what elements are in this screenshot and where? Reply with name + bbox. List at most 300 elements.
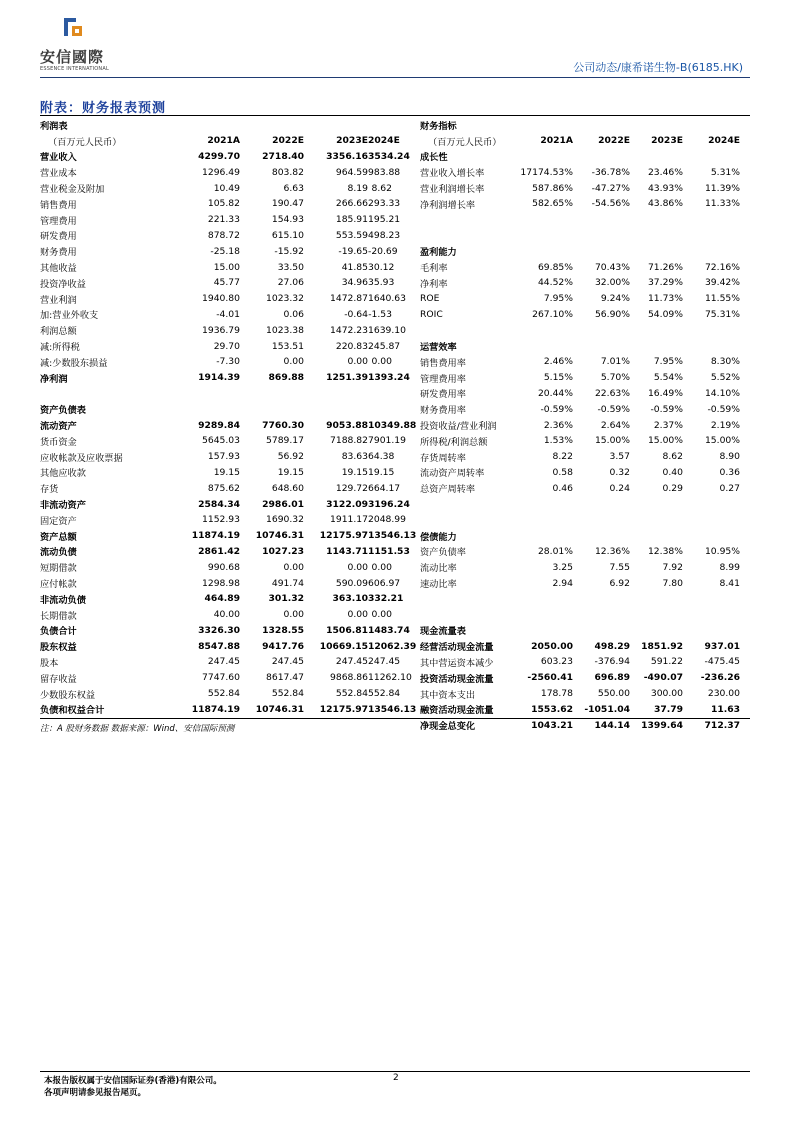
source-note: 注：A 股财务数据 数据来源：Wind、安信国际预测: [40, 724, 235, 734]
cell-value: 15.00%: [647, 435, 683, 447]
cell-value: 12175.97: [319, 703, 368, 715]
company-logo: [40, 16, 130, 76]
cell-value: 9868.86: [330, 672, 368, 684]
cell-value: -54.56%: [591, 198, 630, 210]
cell-value: 4299.70: [198, 150, 240, 162]
table-row: [420, 591, 740, 607]
row-label: 销售费用: [40, 199, 77, 211]
row-label: 其中资本支出: [420, 689, 476, 701]
cell-value: 498.23: [368, 229, 401, 241]
cell-value: [573, 528, 630, 544]
cell-value: 1640.63: [368, 293, 406, 305]
cell-value: 190.47: [271, 198, 304, 210]
cell-value: 7.55: [609, 561, 630, 573]
cell-value: 7188.82: [330, 435, 368, 447]
row-label: 营业税金及附加: [40, 184, 105, 196]
row-label: 偿债能力: [420, 531, 457, 543]
cell-value: 0.00: [371, 561, 392, 573]
table-row: [420, 212, 740, 228]
cell-value: 12062.39: [368, 640, 417, 652]
cell-value: 8.62: [371, 182, 392, 194]
row-label: 财务费用率: [420, 405, 466, 417]
cell-value: [573, 496, 630, 512]
table-row: [420, 370, 740, 386]
row-label: 流动资产周转率: [420, 468, 485, 480]
table-row: [420, 417, 740, 433]
table-row: [40, 370, 392, 386]
cell-value: 590.09: [335, 577, 368, 589]
cell-value: 3.25: [552, 561, 573, 573]
cell-value: 2.46%: [543, 356, 573, 368]
cell-value: [240, 117, 304, 133]
cell-value: 7.80: [662, 577, 683, 589]
row-label: 研发费用率: [420, 389, 466, 401]
row-label: 存货周转率: [420, 452, 466, 464]
cell-value: 54.09%: [647, 308, 683, 320]
cell-value: 2584.34: [198, 498, 240, 510]
cell-value: 712.37: [704, 719, 740, 731]
table-row: [420, 433, 740, 449]
cell-value: 14.10%: [704, 387, 740, 399]
cell-value: 16.49%: [647, 387, 683, 399]
cell-value: 0.00: [347, 561, 368, 573]
cell-value: 37.79: [653, 703, 683, 715]
cell-value: 39.42%: [704, 277, 740, 289]
row-label: ROE: [420, 293, 440, 305]
table-row: [420, 180, 740, 196]
row-label: 存货: [40, 484, 59, 496]
table-row: [40, 354, 392, 370]
table-row: [40, 401, 392, 417]
table-row: [40, 212, 392, 228]
row-label: 研发费用: [40, 231, 77, 243]
cell-value: [520, 512, 573, 528]
row-label: 净利率: [420, 278, 448, 290]
table-row: [40, 180, 392, 196]
table-row: [420, 575, 740, 591]
cell-value: [520, 228, 573, 244]
cell-value: 8617.47: [266, 672, 304, 684]
cell-value: 2.37%: [653, 419, 683, 431]
row-label: 非流动负债: [40, 594, 86, 606]
cell-value: 129.72: [335, 482, 368, 494]
cell-value: 267.10%: [532, 308, 573, 320]
cell-value: 6.63: [283, 182, 304, 194]
table-row: [420, 228, 740, 244]
cell-value: 0.40: [662, 466, 683, 478]
row-label: [420, 591, 520, 607]
table-row: [40, 638, 392, 654]
cell-value: 983.88: [368, 166, 401, 178]
footer-copyright: 本报告版权属于安信国际证券(香港)有限公司。: [44, 1076, 222, 1086]
table-row: [420, 717, 740, 733]
cell-value: -0.59%: [650, 403, 683, 415]
cell-value: 220.83: [335, 340, 368, 352]
table-row: [40, 417, 392, 433]
cell-value: 1399.64: [641, 719, 683, 731]
cell-value: 43.93%: [647, 182, 683, 194]
cell-value: 1023.38: [266, 324, 304, 336]
cell-value: -2560.41: [527, 672, 573, 684]
cell-value: 11874.19: [191, 703, 240, 715]
cell-value: 8.41: [719, 577, 740, 589]
table-row: [40, 512, 392, 528]
table-row: [420, 701, 740, 717]
cell-value: [683, 212, 740, 228]
cell-value: 0.46: [552, 482, 573, 494]
cell-value: [520, 591, 573, 607]
cell-value: 10349.88: [368, 419, 417, 431]
cell-value: 6.92: [609, 577, 630, 589]
cell-value: 0.24: [609, 482, 630, 494]
cell-value: 696.89: [594, 672, 630, 684]
cell-value: 5.15%: [543, 372, 573, 384]
row-label: 营业收入增长率: [420, 168, 485, 180]
footer-divider: [40, 1071, 750, 1072]
cell-value: 1296.49: [202, 166, 240, 178]
cell-value: 587.86%: [532, 182, 573, 194]
cell-value: 1553.62: [531, 703, 573, 715]
cell-value: 153.51: [271, 340, 304, 352]
cell-value: [630, 338, 683, 354]
cell-value: 615.10: [271, 229, 304, 241]
cell-value: 2022E: [272, 135, 304, 147]
cell-value: 1472.23: [330, 324, 368, 336]
cell-value: 1506.81: [326, 624, 368, 636]
cell-value: 0.58: [552, 466, 573, 478]
table-row: [40, 654, 392, 670]
row-label: 流动资产: [40, 421, 77, 433]
cell-value: -1.53: [368, 308, 392, 320]
row-label: 经营活动现金流量: [420, 642, 494, 654]
table-row: [40, 528, 392, 544]
table-row: [420, 117, 740, 133]
cell-value: 3.57: [609, 451, 630, 463]
cell-value: 1027.23: [262, 545, 304, 557]
cell-value: 9417.76: [262, 640, 304, 652]
cell-value: 11.33%: [704, 198, 740, 210]
table-row: [40, 117, 392, 133]
cell-value: 10746.31: [255, 530, 304, 542]
row-label: 短期借款: [40, 563, 77, 575]
cell-value: 2.94: [552, 577, 573, 589]
row-label: 减:少数股东损益: [40, 357, 108, 369]
cell-value: -15.92: [274, 245, 304, 257]
cell-value: 869.88: [268, 372, 304, 384]
table-row: [40, 544, 392, 560]
cell-value: 552.84: [335, 688, 368, 700]
row-label: 总资产周转率: [420, 484, 476, 496]
cell-value: [573, 607, 630, 623]
cell-value: 105.82: [207, 198, 240, 210]
cell-value: 3196.24: [368, 498, 410, 510]
table-row: [40, 449, 392, 465]
row-label: 财务费用: [40, 247, 77, 259]
cell-value: 0.29: [662, 482, 683, 494]
cell-value: 1143.71: [326, 545, 368, 557]
cell-value: [630, 528, 683, 544]
row-label: 股东权益: [40, 642, 77, 654]
row-label: 其他应收款: [40, 468, 86, 480]
row-label: （百万元人民币）: [48, 136, 122, 148]
row-label: 盈利能力: [420, 247, 457, 259]
row-label: 管理费用: [40, 215, 77, 227]
row-label: 毛利率: [420, 263, 448, 275]
cell-value: 7901.19: [368, 435, 406, 447]
cell-value: 15.00%: [594, 435, 630, 447]
cell-value: 591.22: [650, 656, 683, 668]
cell-value: [683, 512, 740, 528]
cell-value: [683, 623, 740, 639]
cell-value: [520, 117, 573, 133]
cell-value: 363.10: [332, 593, 368, 605]
cell-value: 8.22: [552, 451, 573, 463]
cell-value: 937.01: [704, 640, 740, 652]
row-label: 其他收益: [40, 263, 77, 275]
cell-value: 1152.93: [202, 514, 240, 526]
table-row: [420, 259, 740, 275]
row-label: 利润表: [40, 120, 68, 132]
cell-value: -7.30: [216, 356, 240, 368]
row-label: 所得税/利润总额: [420, 436, 488, 448]
logo-mark-icon: [62, 16, 84, 38]
row-label: 减:所得税: [40, 342, 80, 354]
table-row: [420, 291, 740, 307]
row-label: 速动比率: [420, 579, 457, 590]
table-row: [420, 607, 740, 623]
cell-value: 8.19: [347, 182, 368, 194]
table-row: [420, 338, 740, 354]
cell-value: 15.00%: [704, 435, 740, 447]
cell-value: 1472.87: [330, 293, 368, 305]
cell-value: 22.63%: [594, 387, 630, 399]
table-row: [40, 607, 392, 623]
cell-value: 45.77: [213, 277, 240, 289]
table-row: [420, 528, 740, 544]
row-label: 少数股东权益: [40, 689, 96, 701]
row-label: [420, 212, 520, 228]
cell-value: [520, 212, 573, 228]
cell-value: 247.45: [271, 656, 304, 668]
cell-value: 2024E: [708, 135, 740, 147]
row-label: 加:营业外收支: [40, 310, 99, 322]
table-row: [40, 670, 392, 686]
income-balance-table: [40, 117, 417, 717]
cell-value: -19.65: [338, 245, 368, 257]
table-row: [40, 307, 392, 323]
logo-chinese-name: 安信國際: [40, 48, 105, 66]
row-label: 应付帐款: [40, 579, 77, 590]
table-bottom-divider: [40, 718, 750, 719]
cell-value: [683, 149, 740, 165]
cell-value: 603.23: [540, 656, 573, 668]
table-row: [420, 465, 740, 481]
cell-value: 5.70%: [600, 372, 630, 384]
cell-value: 2.64%: [600, 419, 630, 431]
cell-value: 1251.39: [326, 372, 368, 384]
cell-value: 1393.24: [368, 372, 410, 384]
cell-value: [630, 212, 683, 228]
cell-value: 2023E: [336, 135, 368, 147]
cell-value: [152, 401, 240, 417]
table-row: [420, 401, 740, 417]
cell-value: [630, 607, 683, 623]
document-tag: 公司动态/康希诺生物-B(6185.HK): [573, 61, 743, 74]
row-label: 股本: [40, 657, 59, 669]
cell-value: 64.38: [368, 451, 395, 463]
table-row: [420, 386, 740, 402]
table-row: [40, 196, 392, 212]
row-label: [420, 228, 520, 244]
cell-value: 0.27: [719, 482, 740, 494]
cell-value: 11262.10: [368, 672, 412, 684]
cell-value: [520, 243, 573, 259]
cell-value: -25.18: [210, 245, 240, 257]
cell-value: 178.78: [540, 688, 573, 700]
cell-value: 247.45: [335, 656, 368, 668]
table-row: [420, 196, 740, 212]
cell-value: 3534.24: [368, 150, 410, 162]
cell-value: 247.45: [207, 656, 240, 668]
cell-value: [630, 496, 683, 512]
cell-value: 10.95%: [704, 545, 740, 557]
cell-value: 8.62: [662, 451, 683, 463]
cell-value: 1328.55: [262, 624, 304, 636]
cell-value: 1483.74: [368, 624, 410, 636]
row-label: 营业成本: [40, 168, 77, 180]
row-label: 销售费用率: [420, 357, 466, 369]
cell-value: 5.54%: [653, 372, 683, 384]
row-label: 其中营运资本减少: [420, 657, 494, 669]
cell-value: 1.53%: [543, 435, 573, 447]
table-row: [420, 449, 740, 465]
footer-statement: 各项声明请参见报告尾页。: [44, 1088, 147, 1098]
row-label: 成长性: [420, 152, 448, 164]
cell-value: 11.63: [710, 703, 740, 715]
table-row: [40, 465, 392, 481]
row-label: 净利润: [40, 373, 68, 385]
row-label: [420, 322, 520, 338]
cell-value: [368, 117, 392, 133]
cell-value: 1043.21: [531, 719, 573, 731]
cell-value: [683, 496, 740, 512]
logo-english-name: ESSENCE INTERNATIONAL: [40, 66, 109, 72]
cell-value: 11.73%: [647, 293, 683, 305]
cell-value: 11.39%: [704, 182, 740, 194]
cell-value: 1023.32: [266, 293, 304, 305]
cell-value: 19.15: [213, 466, 240, 478]
cell-value: -0.64: [344, 308, 368, 320]
cell-value: 37.29%: [647, 277, 683, 289]
cell-value: 41.85: [341, 261, 368, 273]
cell-value: -236.26: [700, 672, 740, 684]
cell-value: [573, 512, 630, 528]
cell-value: 56.92: [277, 451, 304, 463]
cell-value: 2.19%: [710, 419, 740, 431]
cell-value: 12.38%: [647, 545, 683, 557]
cell-value: 293.33: [368, 198, 401, 210]
table-row: [40, 228, 392, 244]
row-label: 运营效率: [420, 342, 457, 354]
cell-value: 32.00%: [594, 277, 630, 289]
table-row: [40, 433, 392, 449]
cell-value: [630, 623, 683, 639]
cell-value: -47.27%: [591, 182, 630, 194]
cell-value: [630, 591, 683, 607]
table-row: [40, 686, 392, 702]
cell-value: 7760.30: [262, 419, 304, 431]
cell-value: [304, 401, 368, 417]
cell-value: 266.66: [335, 198, 368, 210]
row-label: 固定资产: [40, 515, 77, 527]
cell-value: 69.85%: [537, 261, 573, 273]
cell-value: [573, 591, 630, 607]
cell-value: 11874.19: [191, 530, 240, 542]
cell-value: 0.00: [283, 561, 304, 573]
table-row: [40, 591, 392, 607]
row-label: 净利润增长率: [420, 199, 476, 211]
cell-value: [520, 528, 573, 544]
cell-value: [573, 228, 630, 244]
row-label: （百万元人民币）: [428, 136, 502, 148]
financial-indicators-table: [420, 117, 740, 733]
cell-value: 2718.40: [262, 150, 304, 162]
header-divider: [40, 77, 750, 78]
row-label: 营业利润增长率: [420, 184, 485, 196]
cell-value: 0.00: [347, 356, 368, 368]
section-divider: [40, 115, 750, 116]
cell-value: 664.17: [368, 482, 401, 494]
table-row: [420, 307, 740, 323]
table-row: [40, 701, 392, 717]
cell-value: 0.00: [371, 356, 392, 368]
cell-value: -490.07: [643, 672, 683, 684]
cell-value: 0.06: [283, 308, 304, 320]
row-label: 资产负债率: [420, 547, 466, 559]
cell-value: 2021A: [540, 135, 573, 147]
table-row: [420, 275, 740, 291]
table-row: [40, 322, 392, 338]
cell-value: 5.52%: [710, 372, 740, 384]
cell-value: 20.44%: [537, 387, 573, 399]
cell-value: 30.12: [368, 261, 395, 273]
cell-value: [520, 607, 573, 623]
cell-value: 12.36%: [594, 545, 630, 557]
cell-value: 2.36%: [543, 419, 573, 431]
cell-value: 33.50: [277, 261, 304, 273]
cell-value: 195.21: [368, 214, 401, 226]
cell-value: -20.69: [368, 245, 398, 257]
cell-value: 27.06: [277, 277, 304, 289]
cell-value: 1914.39: [198, 372, 240, 384]
cell-value: [304, 117, 368, 133]
cell-value: 498.29: [594, 640, 630, 652]
cell-value: 2024E: [368, 135, 400, 147]
cell-value: 8547.88: [198, 640, 240, 652]
cell-value: 12175.97: [319, 530, 368, 542]
table-row: [420, 544, 740, 560]
cell-value: [368, 401, 392, 417]
row-label: 投资收益/营业利润: [420, 421, 497, 433]
cell-value: [304, 386, 368, 402]
cell-value: 7.95%: [543, 293, 573, 305]
row-label: 营业收入: [40, 152, 77, 164]
cell-value: [573, 117, 630, 133]
cell-value: 878.72: [207, 229, 240, 241]
row-label: ROIC: [420, 308, 443, 320]
cell-value: 19.15: [277, 466, 304, 478]
cell-value: 7.95%: [653, 356, 683, 368]
